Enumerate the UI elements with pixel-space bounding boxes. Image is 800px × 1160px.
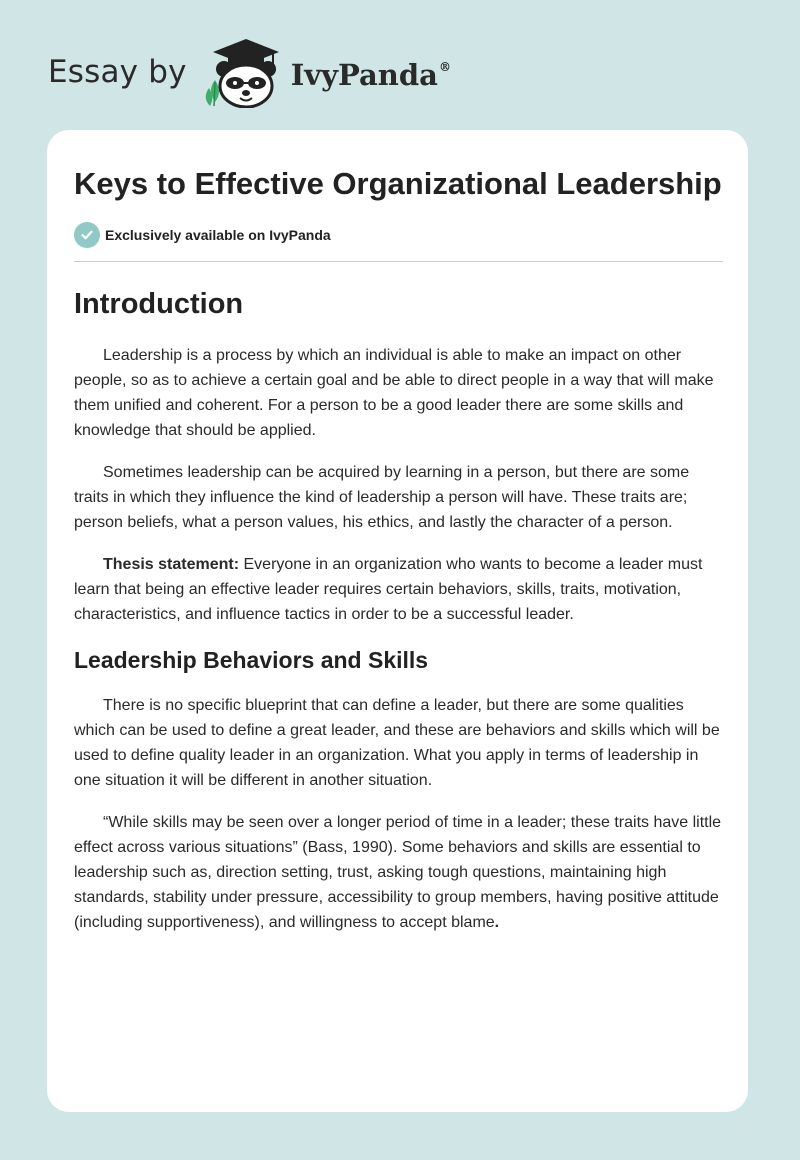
registered-mark: ®: [438, 60, 451, 74]
brand-prefix: Essay by: [48, 54, 187, 90]
check-circle-icon: [74, 222, 100, 248]
essay-content: [74, 163, 723, 935]
closing-period: .: [494, 914, 500, 931]
thesis-label: Thesis statement:: [103, 556, 240, 573]
paragraph: [74, 810, 723, 935]
thesis-text: Everyone in an organization who wants to become a leader must learn that being an effective leader requires certain behaviors, skills, traits, motivation, characteristics, and influence tactics in order to be a successful leader.: [74, 556, 703, 623]
brand-name: IvyPanda®: [290, 58, 451, 92]
divider: [74, 261, 723, 262]
paragraph: Leadership is a process by which an individual is able to make an impact on other people, so as to achieve a certain goal and be able to direct people in a way that will make them unified and coherent. For a person to be a good leader there are some skills and knowledge that should be applied.: [74, 347, 714, 439]
essay-card: [47, 130, 748, 1112]
panda-graduation-cap-icon: [203, 36, 289, 108]
paragraph: There is no specific blueprint that can define a leader, but there are some qualities which can be used to define a great leader, and these are behaviors and skills which will be used to define quality leader in an organization. What you apply in terms of leadership in one situation it will be different in another situation.: [74, 697, 720, 789]
essay-title: Keys to Effective Organizational Leadership: [74, 166, 722, 201]
thesis-paragraph: [74, 552, 723, 627]
paragraph-text: “While skills may be seen over a longer period of time in a leader; these traits have little effect across various situations” (Bass, 1990). Some behaviors and skills are essential to leadership such as, direction setting, trust, asking tough questions, maintaining high standards, stability under pressure, accessibility to group members, having positive attitude (including supportiveness), and willingness to accept blame: [74, 814, 722, 931]
brand-header: [48, 36, 451, 108]
exclusive-notice: [74, 222, 723, 248]
section-heading-introduction: Introduction: [74, 288, 244, 320]
section-heading-leadership-behaviors: Leadership Behaviors and Skills: [74, 647, 429, 673]
exclusive-label: Exclusively available on IvyPanda: [105, 227, 331, 243]
paragraph: Sometimes leadership can be acquired by learning in a person, but there are some traits in which they influence the kind of leadership a person will have. These traits are; person beliefs, what a person values, his ethics, and lastly the character of a person.: [74, 464, 690, 531]
